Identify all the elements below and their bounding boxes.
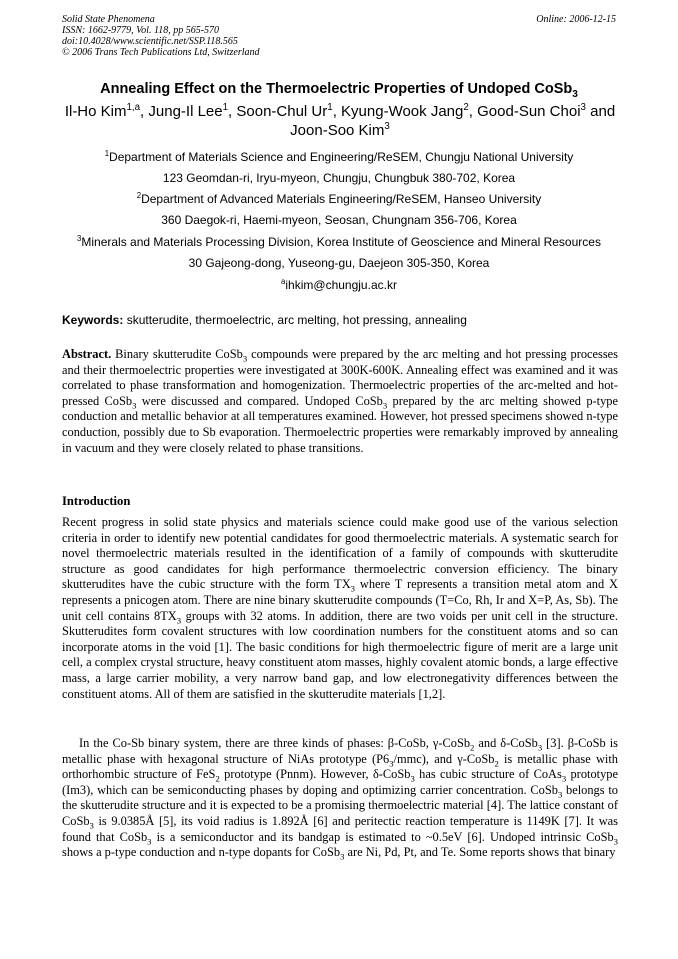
paragraph-text: Recent progress in solid state physics and materials science could make good use of the various selection criteria in order to identify new potential candidates for good thermoelectric materials. A systematic search for novel thermoelectric materials resulted in the identification of a family of compounds with skutterudite structure as good candidates for high performance thermoelectric conversion efficiency. The binary skutterudites have the cubic structure with the form TX <box>62 515 618 592</box>
subscript: 3 <box>242 353 248 364</box>
paragraph-text: prototype (Im3), which can be semiconducting phases by doping and optimizing carrier concentration. CoSb <box>62 767 618 797</box>
author-sep: , <box>468 103 478 120</box>
abstract-text: prepared by the arc melting showed p-type conduction and metallic behavior at all temperatures examined. However, hot pressed specimens showed n-type conduction, possibly due to Sb evaporation. Thermoelectric properties were remarkably improved by annealing in vacuum and they were closely related to phase transitions. <box>62 393 618 455</box>
subscript: 2 <box>215 773 220 784</box>
author-sep: , <box>228 103 237 120</box>
author-2-sup: 1 <box>222 102 229 113</box>
abstract-label: Abstract. <box>62 347 112 361</box>
title-subscript: 3 <box>572 88 578 100</box>
abstract-text: compounds were prepared by the arc melting and hot pressing processes and their thermoelectric properties were investigated at 300K-600K. Annealing effect was examined and it was correlated to phase transformation and homogenization. Thermoelectric properties of the arc-melted and hot-pressed CoSb <box>62 347 619 408</box>
subscript: 3 <box>561 773 567 784</box>
subscript: 3 <box>382 400 388 411</box>
section-heading-introduction: Introduction <box>62 494 131 508</box>
affiliation-1-name <box>40 150 638 164</box>
journal-copyright: © 2006 Trans Tech Publications Ltd, Switzerland <box>62 47 260 58</box>
author-sep: , <box>332 103 342 120</box>
subscript: 3 <box>89 820 94 831</box>
paragraph-text: groups with 32 atoms. In addition, there are two voids per unit cell in the structure. Skutterudites form covalent structures with low coordination numbers for the constituent atoms and so can incorporate atoms in the void [1]. The basic conditions for high thermoelectric figure of merit are a large unit cell, a complex crystal structure, heavy constituent atom masses, highly covalent atomic bonds, a large effective mass, a large carrier mobility, a very narrow band gap, and low electronegativity differences between the constituent atoms. All of them are satisfied in the skutterudite materials [1,2]. <box>62 608 618 701</box>
subscript: 3 <box>613 836 618 847</box>
keywords-text: skutterudite, thermoelectric, arc melting, hot pressing, annealing <box>126 313 467 327</box>
paragraph-text: /mmc), and γ-CoSb <box>393 751 495 766</box>
subscript: 2 <box>494 758 499 769</box>
online-date: Online: 2006-12-15 <box>536 14 616 25</box>
affiliation-1-text: Department of Materials Science and Engineering/ReSEM, Chungju National University <box>109 150 574 164</box>
paragraph-text: prototype (Pnnm). However, δ-CoSb <box>219 767 411 782</box>
affiliation-3-address: 30 Gajeong-dong, Yuseong-gu, Daejeon 305-350, Korea <box>188 256 490 270</box>
keywords-label: Keywords: <box>62 313 124 327</box>
abstract <box>62 347 618 456</box>
subscript: 3 <box>410 773 415 784</box>
author-sep: , <box>140 103 149 120</box>
author-5-sup: 3 <box>580 102 586 113</box>
subscript: 3 <box>147 836 152 847</box>
intro-paragraph-1 <box>62 515 618 702</box>
author-3: Soon-Chul Ur <box>236 103 328 120</box>
keywords <box>62 313 618 327</box>
author-6-sup: 3 <box>384 121 390 132</box>
affiliation-2-name <box>40 192 638 206</box>
intro-paragraph-2 <box>62 736 618 861</box>
paragraph-text: is a semiconductor and its bandgap is estimated to ~0.5eV [6]. Undoped intrinsic CoSb <box>151 829 614 844</box>
subscript: 3 <box>132 400 137 411</box>
author-2: Jung-Il Lee <box>148 103 223 120</box>
paragraph-text: is metallic phase with orthorhombic structure of FeS <box>62 751 618 782</box>
affiliation-2-text: Department of Advanced Materials Engineering/ReSEM, Hanseo University <box>141 192 542 206</box>
subscript: 3 <box>389 758 394 769</box>
journal-name: Solid State Phenomena <box>62 14 155 25</box>
affiliation-2-address: 360 Daegok-ri, Haemi-myeon, Seosan, Chungnam 356-706, Korea <box>161 213 517 227</box>
affiliation-3-name <box>40 235 638 249</box>
author-4: Kyung-Wook Jang <box>341 103 464 120</box>
author-and: and <box>585 103 616 120</box>
journal-header <box>62 14 260 58</box>
author-3-sup: 1 <box>327 102 333 113</box>
subscript: 2 <box>470 742 475 753</box>
subscript: 3 <box>350 583 355 594</box>
author-5: Good-Sun Choi <box>477 103 581 120</box>
affiliation-3-sup: 3 <box>77 234 82 243</box>
paper-title <box>40 81 638 100</box>
author-1-sup: 1,a <box>126 102 141 113</box>
subscript: 3 <box>557 789 563 800</box>
email-address[interactable]: ihkim@chungju.ac.kr <box>285 278 397 292</box>
affiliation-3-text: Minerals and Materials Processing Division, Korea Institute of Geoscience and Mineral Resources <box>81 235 601 249</box>
author-1: Il-Ho Kim <box>64 103 127 120</box>
subscript: 3 <box>340 851 345 862</box>
author-list <box>62 102 618 140</box>
paragraph-text: In the Co-Sb binary system, there are three kinds of phases: β-CoSb, γ-CoSb <box>79 736 471 750</box>
subscript: 3 <box>176 615 182 626</box>
affiliation-1-address: 123 Geomdan-ri, Iryu-myeon, Chungju, Chungbuk 380-702, Korea <box>162 171 516 185</box>
abstract-text: were discussed and compared. Undoped CoSb <box>136 393 383 408</box>
paragraph-text: where T represents a transition metal atom and X represents a pnicogen atom. There are nine binary skutterudite compounds (T=Co, Rh, Ir and X=P, As, Sb). The unit cell contains 8TX <box>62 577 619 623</box>
title-text: Annealing Effect on the Thermoelectric Properties of Undoped CoSb <box>100 81 573 97</box>
paragraph-text: belongs to the skutterudite structure and it is expected to be a promising thermoelectric material [4]. The lattice constant of CoSb <box>62 782 618 828</box>
author-6: Joon-Soo Kim <box>290 122 385 139</box>
paragraph-text: are Ni, Pd, Pt, and Te. Some reports shows that binary <box>344 845 616 860</box>
author-email <box>40 278 638 292</box>
affiliation-2-sup: 2 <box>136 191 142 200</box>
paragraph-text: shows a p-type conduction and n-type dopants for CoSb <box>62 845 341 860</box>
journal-doi[interactable]: doi:10.4028/www.scientific.net/SSP.118.565 <box>62 36 238 47</box>
journal-issn: ISSN: 1662-9779, Vol. 118, pp 565-570 <box>62 25 220 36</box>
author-4-sup: 2 <box>463 102 469 113</box>
paragraph-text: and δ-CoSb <box>474 736 538 750</box>
abstract-text: Binary skutterudite CoSb <box>111 347 243 361</box>
subscript: 3 <box>537 742 543 753</box>
email-sup: a <box>281 277 286 286</box>
affiliation-1-sup: 1 <box>104 149 110 158</box>
paragraph-text: is 9.0385Å [5], its void radius is 1.892Å [6] and peritectic reaction temperature is 1149K [7]. It was found that CoSb <box>62 813 618 844</box>
paragraph-text: has cubic structure of CoAs <box>414 767 562 782</box>
paragraph-text: [3]. β-CoSb is metallic phase with hexagonal structure of NiAs prototype (P6 <box>62 736 618 766</box>
